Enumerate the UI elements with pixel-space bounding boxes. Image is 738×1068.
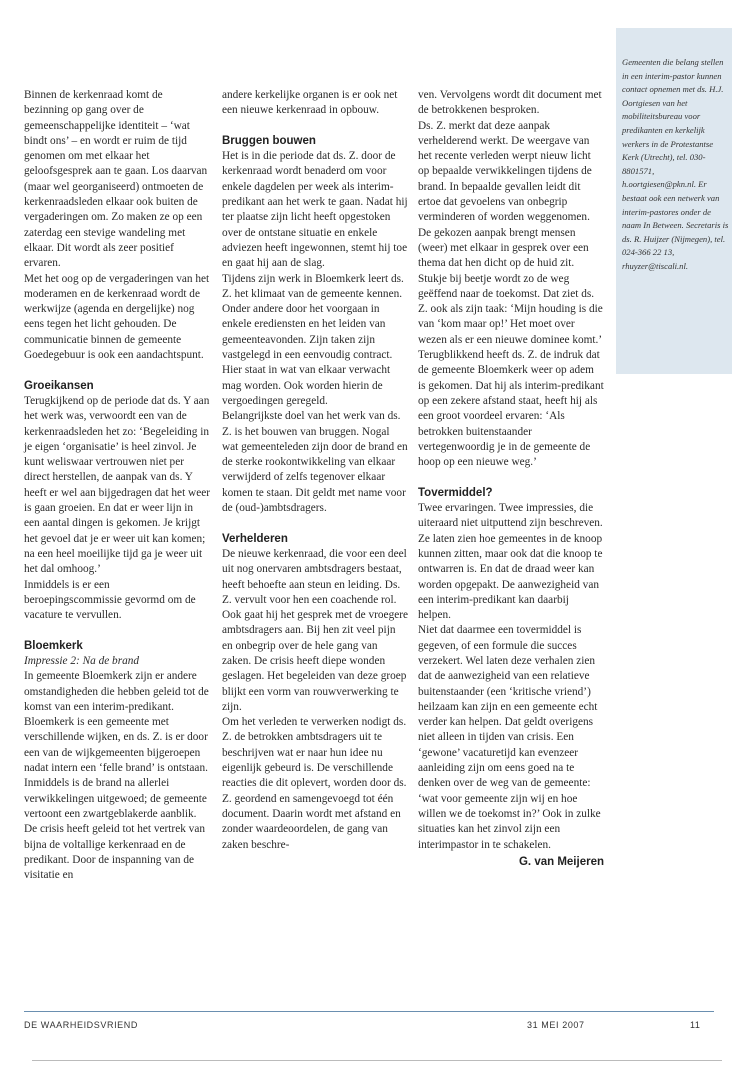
publication-name: DE WAARHEIDSVRIEND [24, 1020, 138, 1030]
paragraph: Terugkijkend op de periode dat ds. Y aan het werk was, verwoordt een van de kerkenraadsleden het zo: ‘Begeleiding in je eigen ‘organisatie’ is heel zinvol. Je kunt weliswaar vertrouwen niet per direct herstellen, de aanpak van ds. Y heeft er wel aan bijgedragen dat het weer is gaan groeien. En dat er weer lijn in een aantal dingen is gekomen. Je krijgt het gevoel dat je er weer uit kan komen; na een heel moeilijke tijd ga je weer uit het dal omhoog.’ [24, 394, 210, 576]
page-edge-divider [32, 1060, 722, 1061]
section-heading-bloemkerk: Bloemkerk [24, 639, 83, 652]
paragraph: ven. Vervolgens wordt dit document met de betrokkenen besproken. [418, 89, 602, 117]
paragraph: Inmiddels is er een beroepingscommissie gevormd om de vacature te vervullen. [24, 578, 196, 622]
paragraph: Om het verleden te verwerken nodigt ds. Z. de betrokken ambtsdragers uit te beschrijven wat er naar hun idee nu eigenlijk gebeurd is. De verschillende reacties die dit oplevert, worden door ds. Z. geordend en samengevoegd tot één document. Daarin wordt met afstand en zonder waardeoordelen, de gang van zaken beschre- [222, 716, 407, 851]
paragraph: Tijdens zijn werk in Bloemkerk leert ds. Z. het klimaat van de gemeente kennen. Onder andere door het voorgaan in enkele erediensten en het leiden van gemeenteavonden. Zijn taken zijn vastgelegd in een eenvoudig contract. Hier staat in wat van elkaar verwacht mag worden. Ook worden hierin de vergoedingen geregeld. [222, 272, 404, 407]
paragraph: Ook gaat hij het gesprek met de vroegere ambtsdragers aan. Bij hen zit veel pijn en onbegrip over de hele gang van zaken. De crisis heeft diepe wonden geslagen. Het begeleiden van deze groep blijkt een vorm van rouwverwerking te zijn. [222, 609, 409, 713]
issue-date: 31 MEI 2007 [527, 1020, 585, 1030]
page-number: 11 [690, 1020, 701, 1030]
paragraph: Twee ervaringen. Twee impressies, die uiteraard niet uitputtend zijn beschreven. Ze laten zien hoe gemeentes in de knoop kunnen zitten, maar ook dat die knoop te ontwarren is. En dat de draad weer kan worden opgepakt. De aanwezigheid van een interim-predikant kan daarbij helpen. [418, 502, 603, 622]
paragraph: In gemeente Bloemkerk zijn er andere omstandigheden die hebben geleid tot de komst van een interim-predikant. Bloemkerk is een gemeente met verschillende wijken, en ds. Z. is er door een van de wijkgemeenten bijgeroepen nadat intern een ‘felle brand’ is ontstaan. Inmiddels is de brand na allerlei verwikkelingen uitgewoed; de gemeente vertoont een zwartgeblakerde aanblik. [24, 670, 209, 820]
paragraph: Met het oog op de vergaderingen van het moderamen en de kerkenraad wordt de werkwijze (agenda en dergelijke) nog eens tegen het licht gehouden. De communicatie binnen de gemeente Goedegebuur is ook een aandachtspunt. [24, 272, 210, 362]
paragraph: De crisis heeft geleid tot het vertrek van bijna de voltallige kerkenraad en de predikant. Door de inspanning van de visitatie en [24, 823, 205, 882]
paragraph: Ds. Z. merkt dat deze aanpak verhelderend werkt. De weergave van het recente verleden werpt nieuw licht op bepaalde verwikkelingen tijdens de brand. In bepaalde gevallen leidt dit ertoe dat gevoelens van onbegrip verminderen of worden weggenomen. De gekozen aanpak brengt mensen (weer) met elkaar in gesprek over een thema dat hen dicht op de huid zit. Stukje bij beetje wordt zo de weg geëffend naar de toekomst. Dat ziet ds. Z. ook als zijn taak: ‘Mijn houding is die van ‘kom maar op!’ Het moet over wezen als er een nieuwe dominee komt.’ [418, 119, 603, 346]
paragraph: andere kerkelijke organen is er ook net een nieuwe kerkenraad in opbouw. [222, 89, 398, 117]
section-heading-groeikansen: Groeikansen [24, 379, 94, 392]
section-heading-tovermiddel: Tovermiddel? [418, 486, 493, 499]
paragraph: De nieuwe kerkenraad, die voor een deel uit nog onervaren ambtsdragers bestaat, heeft behoefte aan steun en leiding. Ds. Z. vervult voor hen een coachende rol. [222, 547, 407, 606]
author-byline: G. van Meijeren [518, 855, 604, 868]
column-3 [418, 88, 604, 870]
column-2 [222, 88, 408, 853]
column-1 [24, 88, 210, 883]
paragraph: Binnen de kerkenraad komt de bezinning op gang over de gemeenschappelijke identiteit – ‘wat bindt ons’ – en wordt er ruim de tijd genomen om met elkaar het geloofsgesprek aan te gaan. Los daarvan (maar wel georganiseerd) ontmoeten de kerkenraadsleden elkaar ook buiten de vergaderingen om. Zo maken ze op een zaterdag een stevige wandeling met elkaar. Dit wordt als zeer positief ervaren. [24, 89, 208, 270]
paragraph: Belangrijkste doel van het werk van ds. Z. is het bouwen van bruggen. Nogal wat gemeenteleden zijn door de brand en de sterke rookontwikkeling van elkaar verwijderd of zelfs tegenover elkaar komen te staan. Dit geldt met name voor de (oud-)ambtsdragers. [222, 410, 408, 515]
section-heading-verhelderen: Verhelderen [222, 532, 288, 545]
paragraph: Terugblikkend heeft ds. Z. de indruk dat de gemeente Bloemkerk weer op adem is gekomen. Dat hij als interim-predikant op een zekere afstand staat, heeft hij als een groot voordeel ervaren: ‘Als betrokken buitenstaander vertegenwoordig je in de gemeente de hoop op een nieuwe weg.’ [418, 349, 604, 469]
section-subheading: Impressie 2: Na de brand [24, 654, 140, 667]
paragraph: Het is in die periode dat ds. Z. door de kerkenraad wordt benaderd om voor enkele dagdelen per week als interim-predikant aan het werk te gaan. Nadat hij ter plaatse zijn licht heeft opgestoken over de ontstane situatie en enkele adviezen heeft ingewonnen, stemt hij toe en gaat hij aan de slag. [222, 150, 408, 270]
sidebar-contact-note: Gemeenten die belang stellen in een interim-pastor kunnen contact opnemen met ds. H.J. Oortgiesen van het mobiliteitsbureau voor predikanten en kerkelijk werkers in de Protestantse Kerk (Utrecht), tel. 030-8801571, h.oortgiesen@pkn.nl. Er bestaat ook een netwerk van interim-pastores onder de naam In Between. Secretaris is ds. R. Huijzer (Nijmegen), tel. 024-366 22 13, rhuyzer@tiscali.nl. [622, 57, 729, 271]
section-heading-bruggen-bouwen: Bruggen bouwen [222, 134, 316, 147]
footer-rule [24, 1011, 714, 1012]
paragraph: Niet dat daarmee een tovermiddel is gegeven, of een formule die succes verzekert. Wel laten deze verhalen zien dat de aanwezigheid van een relatieve buitenstaander (een ‘kritische vriend’) heilzaam kan zijn en een gemeente echt verder kan helpen. Dat geldt overigens niet alleen in tijden van crisis. Een ‘gewone’ vacaturetijd kan evenzeer aanleiding zijn om eens goed na te denken over de weg van de gemeente: ‘wat voor gemeente zijn wij en hoe willen we de toekomst in?’ Ook in zulke situaties kan het zinvol zijn een interimpastor in te schakelen. [418, 624, 601, 851]
